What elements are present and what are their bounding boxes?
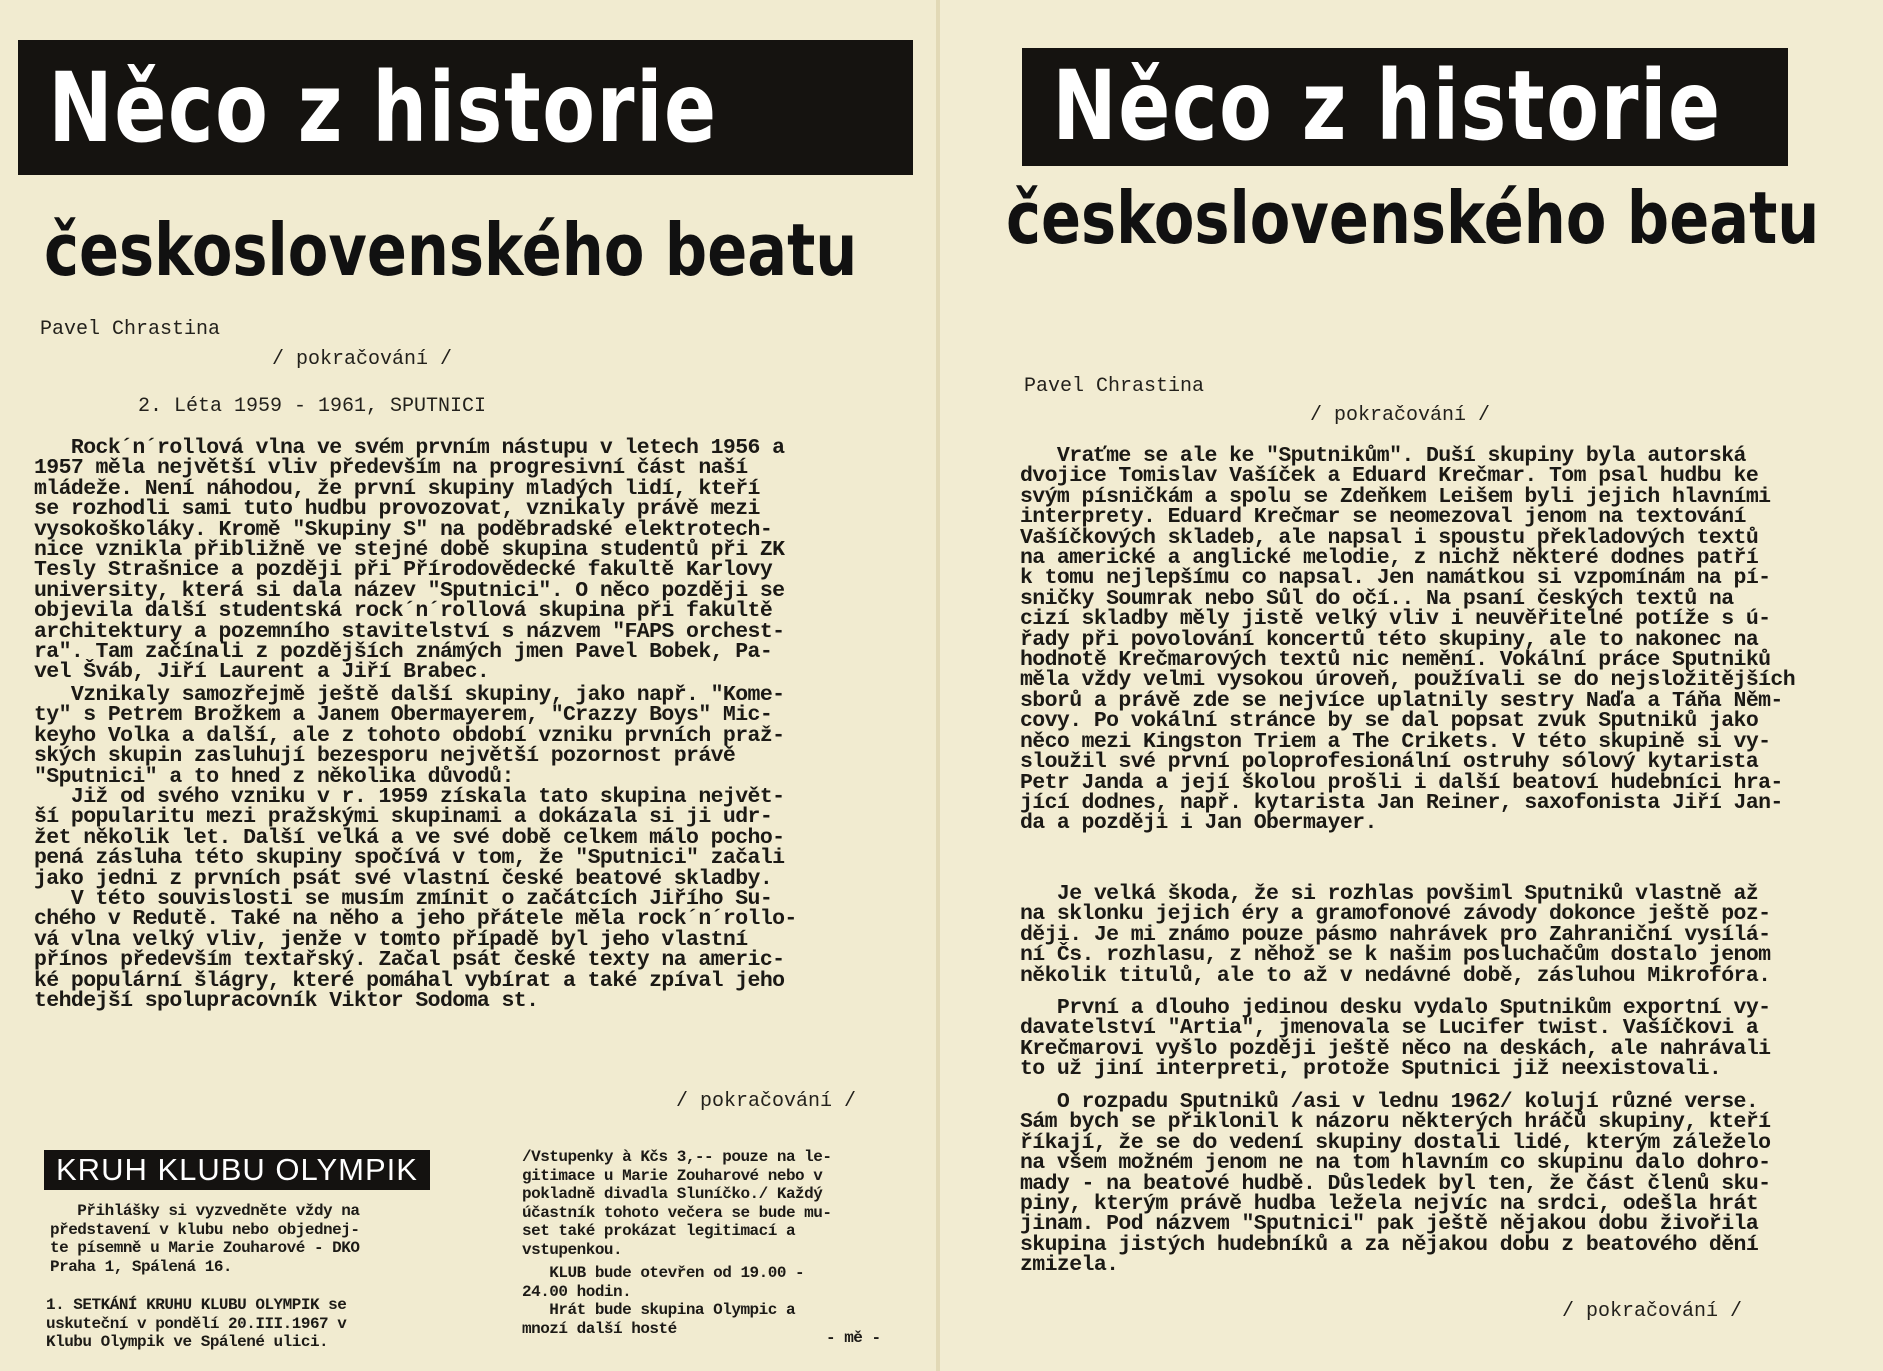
right-paragraph-4: O rozpadu Sputniků /asi v lednu 1962/ kolují různé verse. Sám bych se přiklonil k názoru některých hráčů skupiny, kteří říkají, že se do vedení skupiny dostali lidé, kterým záleželo na všem možném jenom ne na tom hlavním co skupinu dalo dohro- mady - na beatové hudbě. Důsledek byl ten, že část členů sku- piny, kterým právě hudba ležela nejvíc na srdci, odešla hrát jinam. Pod názvem "Sputnici" pak ještě nějakou dobu živořila skupina jistých hudebníků a za nějakou dobu z beatového dění zmizela. (1020, 1090, 1771, 1278)
left-page (0, 0, 940, 1371)
left-continuation: / pokračování / (272, 348, 453, 371)
klub-signature: - mě - (826, 1329, 881, 1347)
left-title-banner (18, 40, 913, 175)
right-paragraph-2: Je velká škoda, že si rozhlas povšiml Sputniků vlastně až na sklonku jejich éry a gramofonové závody dokonce ještě poz- ději. Je mi známo pouze pásmo nahrávek pro Zahraniční vysílá- ní Čs. rozhlasu, z něhož se k našim posluchačům dostalo jenom několik titulů, ale to až v nedávné době, zásluhou Mikrofóra. (1020, 882, 1771, 988)
left-paragraph-2: Vznikaly samozřejmě ještě další skupiny, jako např. "Kome- ty" s Petrem Brožkem a Janem Obermayerem, "Crazzy Boys" Mic- keyho Volka a další, ale z tohoto období vzniku prvních praž- ských skupin zasluhují bezesporu největší pozornost právě "Sputnici" a to hned z několika důvodů: (34, 683, 785, 789)
left-title: Něco z historie (48, 52, 718, 164)
left-paragraph-4: V této souvislosti se musím zmínit o začátcích Jiřího Su- chého v Redutě. Také na něho a jeho přátele měla rock´n´rollo- vá vlna velký vliv, jenže v tomto případě byl jeho vlastní přínos především textařský. Začal psát české texty na americ- ké populární šlágry, které pomáhal vybírat a také zpíval jeho tehdejší spolupracovník Viktor Sodoma st. (34, 887, 797, 1014)
right-author: Pavel Chrastina (1024, 375, 1205, 398)
right-paragraph-3: První a dlouho jedinou desku vydalo Sputnikům exportní vy- davatelství "Artia", jmenovala se Lucifer twist. Vašíčkovi a Krečmarovi vyšlo později ještě něco na deskách, ale nahrávali to už jiní interpreti, protože Sputnici již neexistovali. (1020, 996, 1771, 1082)
left-end-continuation: / pokračování / (676, 1090, 857, 1113)
left-section-heading: 2. Léta 1959 - 1961, SPUTNICI (138, 395, 487, 418)
left-paragraph-1: Rock´n´rollová vlna ve svém prvním nástupu v letech 1956 a 1957 měla největší vliv především na progresivní část naší mládeže. Není náhodou, že první skupiny mladých lidí, kteří se rozhodli sami tuto hudbu provozovat, vznikaly právě mezi vysokoškoláky. Kromě "Skupiny S" na poděbradské elektrotech- nice vznikla přibližně ve stejné době skupina studentů při ZK Tesly Strašnice a později při Přírodovědecké fakultě Karlovy university, která si dala název "Sputnici". O něco později se objevila další studentská rock´n´rollová skupina při fakultě architektury a pozemního stavitelství s názvem "FAPS orchest- ra". Tam začínali z pozdějších známých jmen Pavel Bobek, Pa- vel Šváb, Jiří Laurent a Jiří Brabec. (34, 436, 785, 685)
klub-meeting-text: 1. SETKÁNÍ KRUHU KLUBU OLYMPIK se uskuteční v pondělí 20.III.1967 v Klubu Olympik ve Spálené ulici. (46, 1296, 347, 1351)
klub-registration-text: Přihlášky si vyzvedněte vždy na představení v klubu nebo objednej- te písemně u Marie Zouharové - DKO Praha 1, Spálená 16. (50, 1202, 360, 1276)
right-title: Něco z historie (1052, 50, 1722, 162)
right-end-continuation: / pokračování / (1562, 1300, 1743, 1323)
left-paragraph-3: Již od svého vzniku v r. 1959 získala tato skupina největ- ší popularitu mezi pražskými skupinami a dokázala si ji udr- žet několik let. Další velká a ve své době celkem málo pocho- pená zásluha této skupiny spočívá v tom, že "Sputnici" začali jako jedni z prvních psát své vlastní české beatové skladby. (34, 785, 785, 891)
left-subtitle: československého beatu (44, 208, 858, 292)
right-continuation: / pokračování / (1310, 404, 1491, 427)
left-author: Pavel Chrastina (40, 318, 221, 341)
klub-opening-text: KLUB bude otevřen od 19.00 - 24.00 hodin. Hrát bude skupina Olympic a mnozí další hosté (522, 1264, 805, 1338)
klub-tickets-text: /Vstupenky à Kčs 3,-- pouze na le- gitimace u Marie Zouharové nebo v pokladně divadla Sluníčko./ Každý účastník tohoto večera se bude mu- set také prokázat legitimací a vstupenkou. (522, 1148, 832, 1259)
right-title-banner (1022, 48, 1788, 166)
klub-title: KRUH KLUBU OLYMPIK (44, 1150, 430, 1190)
right-subtitle: československého beatu (1006, 176, 1820, 260)
right-paragraph-1: Vraťme se ale ke "Sputnikům". Duší skupiny byla autorská dvojice Tomislav Vašíček a Eduard Krečmar. Tom psal hudbu ke svým písničkám a spolu se Zdeňkem Leišem byli jejich hlavními interprety. Eduard Krečmar se neomezoval jenom na textování Vašíčkových skladeb, ale napsal i spoustu překladových textů na americké a anglické melodie, z nichž některé dodnes patří k tomu nejlepšímu co napsal. Jen namátkou si vzpomínám na pí- sničky Soumrak nebo Sůl do očí.. Na psaní českých textů na cizí skladby měly jistě velký vliv i neuvěřitelné potíže s ú- řady při povolování koncertů této skupiny, ale to nakonec na hodnotě Krečmarových textů nic nemění. Vokální práce Sputniků měla vždy velmi vysokou úroveň, používali se do nejsložitějších sborů a právě zde se nejvíce uplatnily sestry Naďa a Táňa Něm- covy. Po vokální stránce by se dal popsat zvuk Sputniků jako něco mezi Kingston Triem a The Crikets. V této skupině si vy- sloužil své první poloprofesionální ostruhy sólový kytarista Petr Janda a její školou prošli i další beatoví hudebníci hra- jící dodnes, např. kytarista Jan Reiner, saxofonista Jiří Jan- da a později i Jan Obermayer. (1020, 444, 1796, 836)
right-page (940, 0, 1883, 1371)
